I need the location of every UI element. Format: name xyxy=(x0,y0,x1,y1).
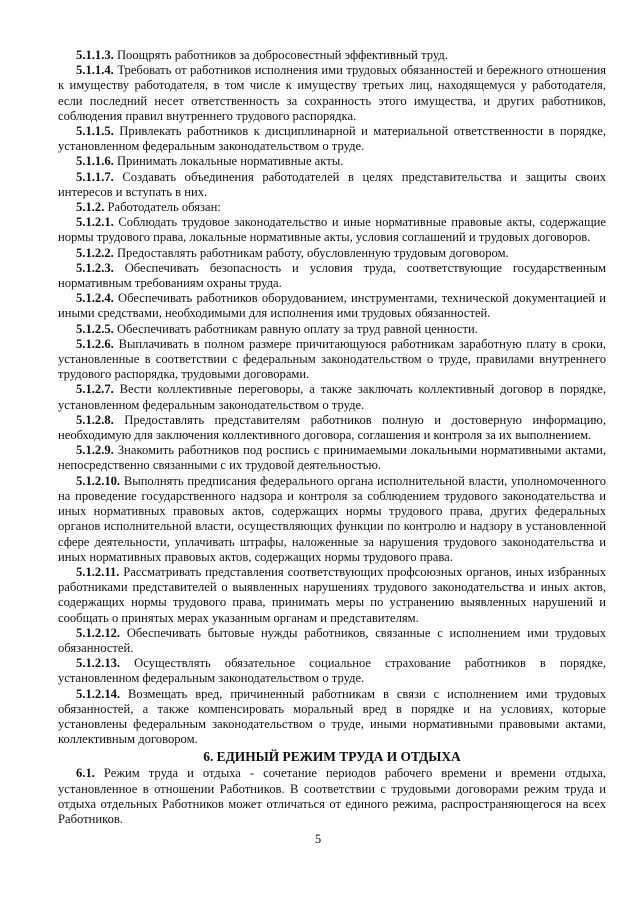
clause-paragraph xyxy=(58,291,606,321)
paragraphs-after xyxy=(58,766,606,827)
clause-number: 5.1.2.6. xyxy=(76,336,114,351)
clause-paragraph xyxy=(58,565,606,626)
clause-paragraph xyxy=(58,656,606,686)
clause-text: Предоставлять работникам работу, обусловленную трудовым договором. xyxy=(116,245,509,260)
clause-text: Режим труда и отдыха - сочетание периодов рабочего времени и времени отдыха, установленное в отношении Работников. В соответствии с трудовыми договорами режим труда и отдыха отдельных Работников может отличаться от единого режима, распространяющегося на всех Работников. xyxy=(58,766,607,826)
clause-number: 5.1.2.8. xyxy=(76,412,114,427)
clause-number: 6.1. xyxy=(76,766,95,781)
clause-number: 5.1.1.3. xyxy=(76,48,114,62)
clause-text: Обеспечивать работникам равную оплату за труд равной ценности. xyxy=(116,321,478,336)
clause-paragraph xyxy=(58,261,606,291)
clause-paragraph xyxy=(58,382,606,412)
clause-number: 5.1.2.3. xyxy=(76,260,114,275)
paragraphs-before xyxy=(58,48,606,747)
clause-text: Возмещать вред, причиненный работникам в связи с исполнением ими трудовых обязанностей, а также компенсировать моральный вред в порядке и на условиях, которые установлены федеральным законодательством о труде, иными нормативными правовыми актами, коллективным договором. xyxy=(58,686,606,747)
clause-paragraph xyxy=(58,443,606,473)
clause-paragraph xyxy=(58,200,606,215)
clause-paragraph xyxy=(58,413,606,443)
clause-number: 5.1.2.10. xyxy=(76,473,121,488)
clause-number: 5.1.1.5. xyxy=(76,124,114,139)
clause-number: 5.1.2.14. xyxy=(76,686,121,701)
clause-text: Требовать от работников исполнения ими трудовых обязанностей и бережного отношения к имуществу работодателя, в том числе к имуществу третьих лиц, находящемуся у работодателя, если последний несет ответственность за сохранность этого имущества, и других работников, соблюдения правил внутреннего трудового распорядка. xyxy=(58,63,606,123)
clause-text: Выплачивать в полном размере причитающуюся работникам заработную плату в сроки, установленные в соответствии с федеральным законодательством о труде, правилами внутреннего трудового распорядка, трудовыми договорами. xyxy=(58,336,606,382)
clause-text: Осуществлять обязательное социальное страхование работников в порядке, установленном федеральным законодательством о труде. xyxy=(58,656,606,686)
clause-paragraph xyxy=(58,322,606,337)
clause-text: Предоставлять представителям работников полную и достоверную информацию, необходимую для заключения коллективного договора, соглашения и контроля за их выполнением. xyxy=(58,412,606,443)
clause-number: 5.1.2. xyxy=(76,200,105,215)
clause-number: 5.1.1.4. xyxy=(76,63,114,78)
clause-number: 5.1.2.9. xyxy=(76,443,114,458)
clause-number: 5.1.2.11. xyxy=(76,564,120,579)
clause-text: Поощрять работников за добросовестный эффективный труд. xyxy=(116,48,448,62)
section-heading: 6. ЕДИНЫЙ РЕЖИМ ТРУДА И ОТДЫХА xyxy=(203,749,461,765)
clause-text: Обеспечивать бытовые нужды работников, связанные с исполнением ими трудовых обязанностей. xyxy=(58,625,607,655)
clause-paragraph xyxy=(58,48,606,63)
clause-text: Принимать локальные нормативные акты. xyxy=(116,154,344,169)
clause-number: 5.1.2.12. xyxy=(76,625,121,640)
clause-text: Вести коллективные переговоры, а также заключать коллективный договор в порядке, установленном федеральным законодательством о труде. xyxy=(58,382,606,412)
clause-number: 5.1.2.13. xyxy=(76,656,121,671)
clause-number: 5.1.2.5. xyxy=(76,321,114,336)
clause-text: Работодатель обязан: xyxy=(107,200,221,215)
clause-number: 5.1.2.2. xyxy=(76,245,114,260)
clause-text: Обеспечивать безопасность и условия труда, соответствующие государственным нормативным требованиям охраны труда. xyxy=(58,260,606,291)
clause-number: 5.1.1.7. xyxy=(76,169,114,184)
clause-number: 5.1.2.1. xyxy=(76,215,114,230)
clause-text: Создавать объединения работодателей в целях представительства и защиты своих интересов и вступать в них. xyxy=(58,169,607,199)
clause-paragraph xyxy=(58,170,606,200)
clause-text: Рассматривать представления соответствующих профсоюзных органов, иных избранных работниками представителей о выявленных нарушениях трудового законодательства и иных актов, содержащих нормы трудового права, принимать меры по устранению выявленных нарушений и сообщать о принятых мерах указанным органам и представителям. xyxy=(58,564,607,625)
clause-text: Привлекать работников к дисциплинарной и материальной ответственности в порядке, установленном федеральным законодательством о труде. xyxy=(58,124,606,154)
clause-paragraph xyxy=(58,63,606,124)
clause-number: 5.1.1.6. xyxy=(76,154,114,169)
clause-text: Соблюдать трудовое законодательство и иные нормативные правовые акты, содержащие нормы трудового права, локальные нормативные акты, условия соглашений и трудовых договоров. xyxy=(58,215,607,245)
clause-paragraph xyxy=(58,474,606,565)
clause-paragraph xyxy=(58,154,606,169)
clause-text: Выполнять предписания федерального органа исполнительной власти, уполномоченного на проведение государственного надзора и контроля за соблюдением трудового законодательства и иных нормативных правовых актов, содержащих нормы трудового права, других федеральных органов исполнительной власти, осуществляющих функции по контролю и надзору в установленной сфере деятельности, уплачивать штрафы, наложенные за нарушения трудового законодательства и иных нормативных правовых актов, содержащих нормы трудового права. xyxy=(58,473,606,564)
clause-number: 5.1.2.7. xyxy=(76,382,114,397)
clause-number: 5.1.2.4. xyxy=(76,291,114,306)
clause-paragraph xyxy=(58,246,606,261)
clause-paragraph xyxy=(58,626,606,656)
clause-paragraph xyxy=(58,337,606,383)
page-number: 5 xyxy=(314,832,322,846)
clause-text: Знакомить работников под роспись с принимаемыми локальными нормативными актами, непосредственно связанными с их трудовой деятельностью. xyxy=(58,443,606,473)
clause-text: Обеспечивать работников оборудованием, инструментами, технической документацией и иными средствами, необходимыми для исполнения ими трудовых обязанностей. xyxy=(58,291,606,321)
clause-paragraph xyxy=(58,687,606,748)
clause-paragraph xyxy=(58,766,606,827)
clause-paragraph xyxy=(58,215,606,245)
clause-paragraph xyxy=(58,124,606,154)
